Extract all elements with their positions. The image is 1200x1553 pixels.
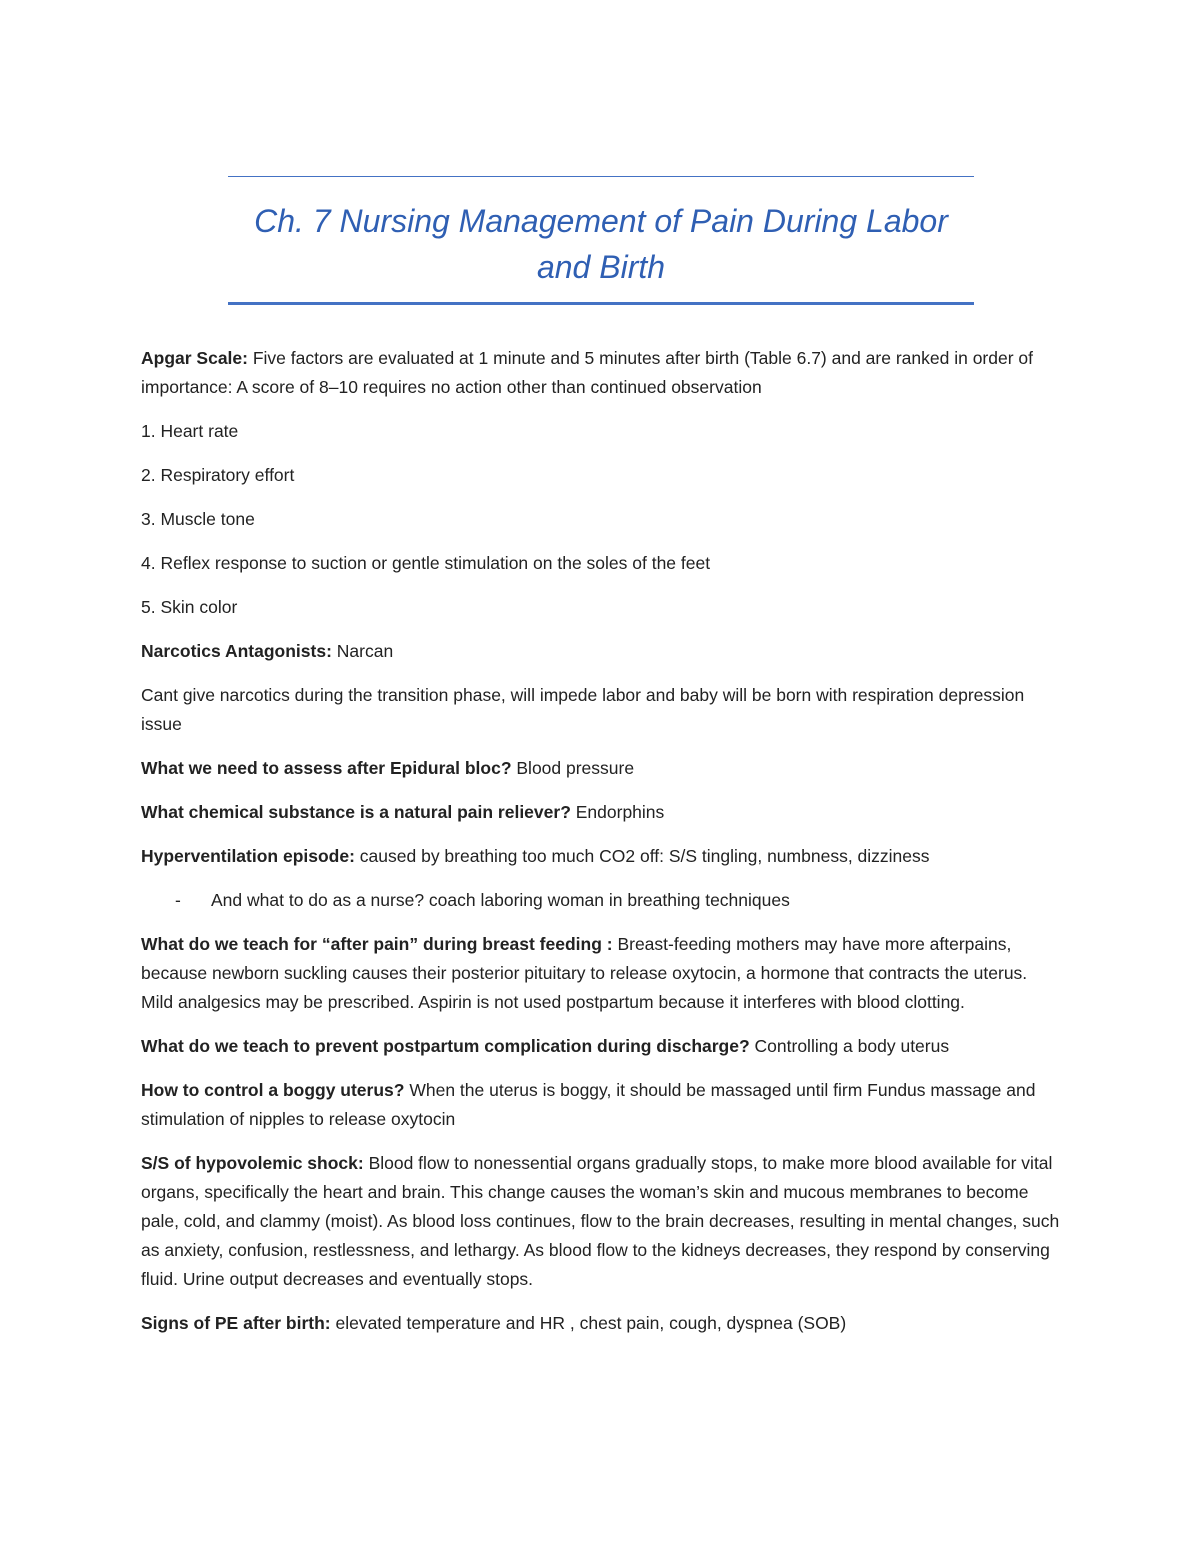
answer: caused by breathing too much CO2 off: S/S tingling, numbness, dizziness <box>354 846 930 866</box>
bullet-item <box>141 886 1061 915</box>
question: Hyperventilation episode: <box>141 846 355 866</box>
apgar-item: 5. Skin color <box>141 597 238 617</box>
title-bottom-rule <box>228 302 974 305</box>
qa-paragraph <box>141 1309 1061 1338</box>
title-top-rule <box>228 176 974 177</box>
bullet-text: And what to do as a nurse? coach laboring woman in breathing techniques <box>211 890 790 910</box>
narcotics-paragraph <box>141 637 1061 666</box>
answer: Controlling a body uterus <box>749 1036 950 1056</box>
apgar-text: Five factors are evaluated at 1 minute and 5 minutes after birth (Table 6.7) and are ranked in order of importance: A score of 8–10 requires no action other than continued observation <box>141 348 1033 397</box>
apgar-item: 2. Respiratory effort <box>141 465 295 485</box>
answer: Breast-feeding mothers may have more afterpains, because newborn suckling causes their posterior pituitary to release oxytocin, a hormone that contracts the uterus. Mild analgesics may be prescribed. Aspirin is not used postpartum because it interferes with blood clotting. <box>141 934 1028 1012</box>
document-body <box>141 344 1061 1353</box>
qa-paragraph <box>141 1076 1061 1134</box>
question: What do we teach to prevent postpartum complication during discharge? <box>141 1036 750 1056</box>
answer: elevated temperature and HR , chest pain, cough, dyspnea (SOB) <box>330 1313 847 1333</box>
answer: When the uterus is boggy, it should be massaged until firm Fundus massage and stimulation of nipples to release oxytocin <box>141 1080 1036 1129</box>
narcotics-note: Cant give narcotics during the transition phase, will impede labor and baby will be born with respiration depression issue <box>141 685 1025 734</box>
qa-paragraph <box>141 1032 1061 1061</box>
apgar-label: Apgar Scale: <box>141 348 248 368</box>
question: How to control a boggy uterus? <box>141 1080 405 1100</box>
narcotics-text: Narcan <box>331 641 394 661</box>
dash-bullet: - <box>175 890 181 910</box>
question: What we need to assess after Epidural bloc? <box>141 758 512 778</box>
question: What do we teach for “after pain” during breast feeding : <box>141 934 613 954</box>
question: What chemical substance is a natural pain reliever? <box>141 802 571 822</box>
qa-paragraph <box>141 754 1061 783</box>
qa-paragraph <box>141 1149 1061 1294</box>
question: Signs of PE after birth: <box>141 1313 331 1333</box>
qa-paragraph <box>141 798 1061 827</box>
answer: Blood flow to nonessential organs gradually stops, to make more blood available for vital organs, specifically the heart and brain. This change causes the woman’s skin and mucous membranes to become pale, cold, and clammy (moist). As blood loss continues, flow to the brain decreases, resulting in mental changes, such as anxiety, confusion, restlessness, and lethargy. As blood flow to the kidneys decreases, they respond by conserving fluid. Urine output decreases and eventually stops. <box>141 1153 1060 1289</box>
narcotics-label: Narcotics Antagonists: <box>141 641 332 661</box>
answer: Endorphins <box>570 802 665 822</box>
apgar-item: 4. Reflex response to suction or gentle stimulation on the soles of the feet <box>141 553 711 573</box>
answer: Blood pressure <box>511 758 635 778</box>
qa-paragraph <box>141 930 1061 1017</box>
apgar-item: 3. Muscle tone <box>141 509 255 529</box>
page-title: Ch. 7 Nursing Management of Pain During Labor and Birth <box>254 203 948 285</box>
apgar-item: 1. Heart rate <box>141 421 239 441</box>
qa-paragraph <box>141 842 1061 871</box>
apgar-paragraph <box>141 344 1061 402</box>
question: S/S of hypovolemic shock: <box>141 1153 364 1173</box>
